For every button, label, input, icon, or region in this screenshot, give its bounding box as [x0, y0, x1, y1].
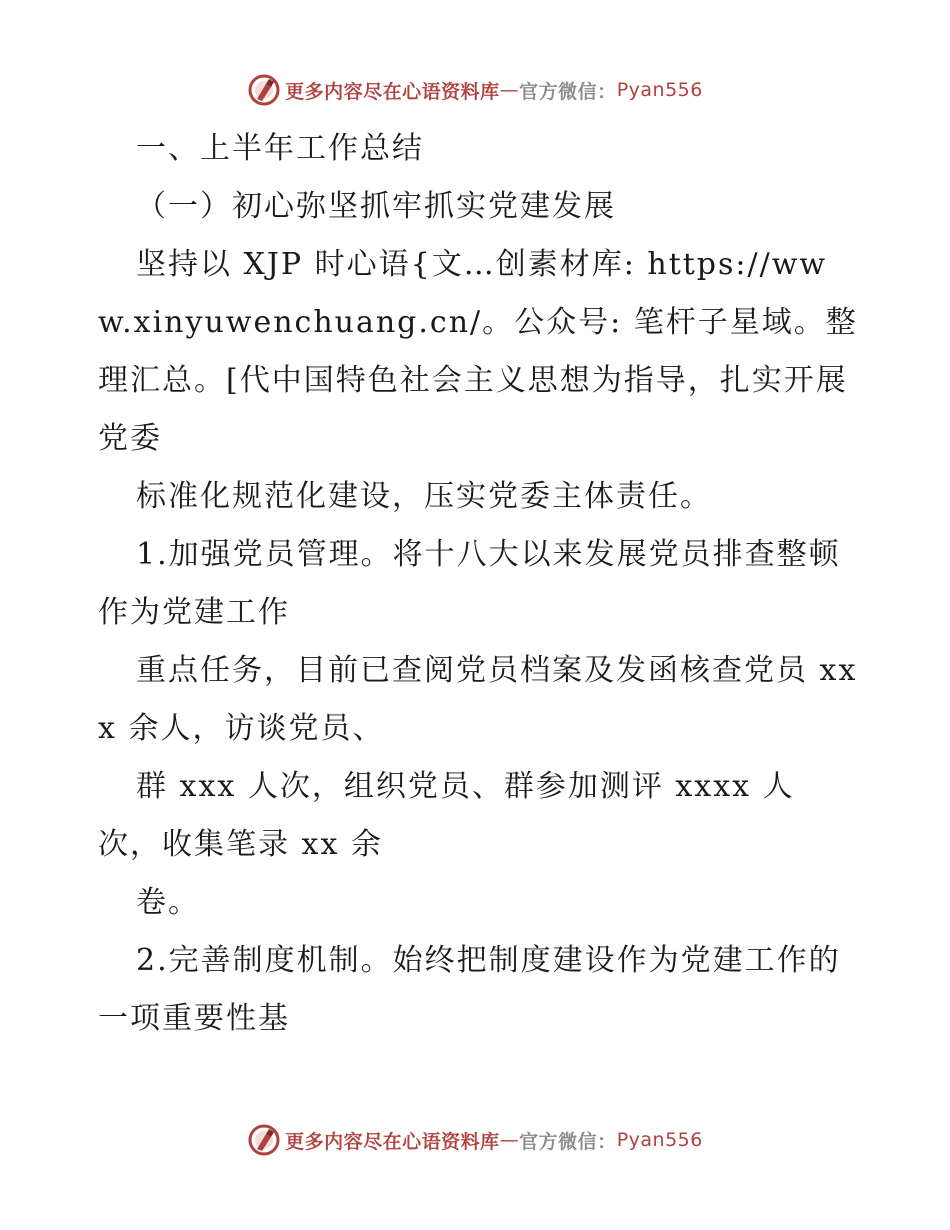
body-paragraph: 标准化规范化建设，压实党委主体责任。 — [136, 479, 712, 514]
subsection-heading: （一）初心弥坚抓牢抓实党建发展 — [136, 189, 616, 224]
watermark-brand: 更多内容尽在心语资料库 — [285, 1130, 500, 1153]
body-paragraph: 2.完善制度机制。始终把制度建设作为党建工作的一项重要性基 — [98, 943, 841, 1036]
watermark-brand: 更多内容尽在心语资料库 — [285, 80, 500, 103]
pen-nib-circle-icon — [247, 73, 281, 107]
body-paragraph: 重点任务，目前已查阅党员档案及发函核查党员 xxx 余人，访谈党员、 — [98, 653, 858, 746]
section-heading: 一、上半年工作总结 — [136, 131, 424, 166]
body-paragraph: 1.加强党员管理。将十八大以来发展党员排查整顿作为党建工作 — [98, 537, 841, 630]
body-paragraph: 群 xxx 人次，组织党员、群参加测评 xxxx 人次，收集笔录 xx 余 — [98, 769, 795, 862]
watermark-label: 官方微信： — [519, 80, 617, 103]
watermark-separator: — — [499, 1129, 520, 1151]
header-watermark — [0, 70, 950, 110]
watermark-wechat-id: Pyan556 — [616, 1129, 703, 1151]
body-paragraph: 卷。 — [136, 885, 200, 920]
body-paragraph: 坚持以 XJP 时心语{文…创素材库: https://www.xinyuwenchuang.cn/。公众号: 笔杆子星域。整理汇总。[代中国特色社会主义思想为指导，扎实开展党委 — [98, 247, 858, 456]
document-body — [98, 120, 858, 1048]
watermark-label: 官方微信： — [519, 1130, 617, 1153]
footer-watermark — [0, 1120, 950, 1160]
pen-nib-circle-icon — [247, 1123, 281, 1157]
watermark-wechat-id: Pyan556 — [616, 79, 703, 101]
watermark-separator: — — [499, 79, 520, 101]
